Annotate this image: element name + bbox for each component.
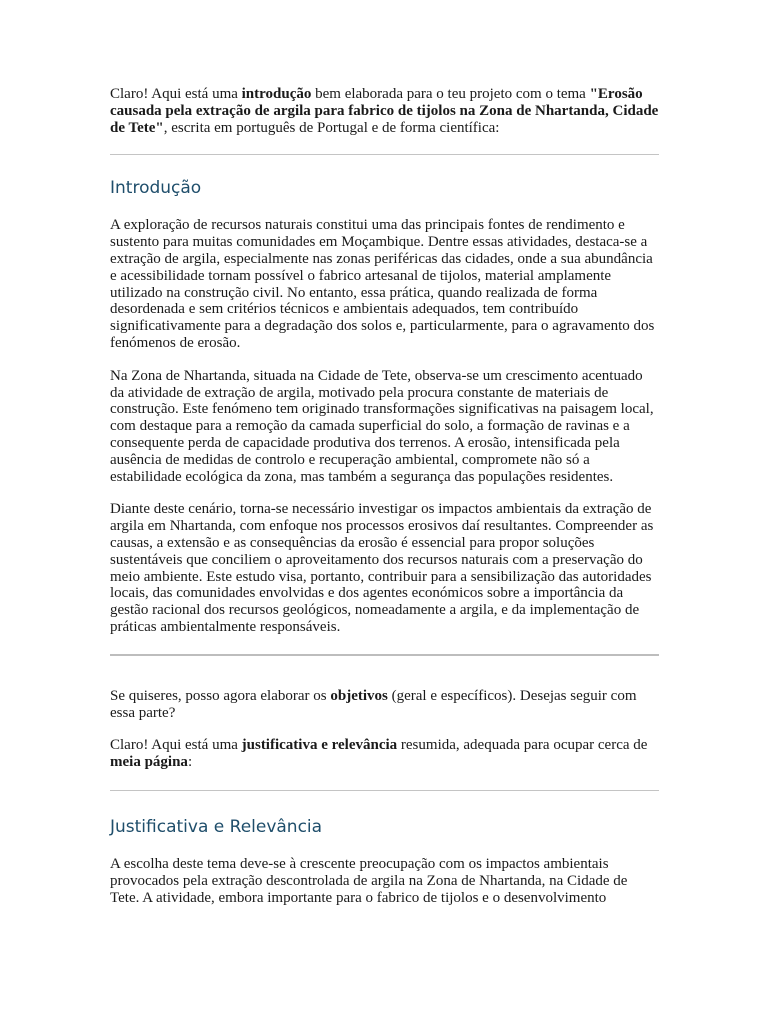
intro-note-bold: introdução	[241, 86, 312, 102]
intro-paragraph-2: Na Zona de Nhartanda, situada na Cidade de Tete, observa-se um crescimento acentuado da atividade de extração de argila, motivado pela procura constante de materiais de construção. Este fenómeno tem originado transformações significativas na paisagem local, com destaque para a remoção da camada superficial do solo, a formação de ravinas e a consequente perda de capacidade produtiva dos terrenos. A erosão, intensificada pela ausência de medidas de controlo e recuperação ambiental, compromete não só a estabilidade ecológica da zona, mas também a segurança das populações residentes.	[110, 367, 654, 485]
intro-note-theme: "Erosão causada pela extração de argila para fabrico de tijolos na Zona de Nhartanda, Cidade de Tete"	[110, 86, 659, 136]
section-heading-justificativa: Justificativa e Relevância	[110, 816, 323, 837]
divider	[110, 790, 659, 791]
section-heading-introducao: Introdução	[110, 178, 202, 199]
intro-note: Claro! Aqui está uma introdução bem elaborada para o teu projeto com o tema "Erosão causada pela extração de argila para fabrico de tijolos na Zona de Nhartanda, Cidade de Tete", escrita em português de Portugal e de forma científica:	[110, 86, 659, 136]
justification-note: Claro! Aqui está uma justificativa e relevância resumida, adequada para ocupar cerca de meia página:	[110, 737, 648, 771]
divider	[110, 154, 659, 155]
divider	[110, 654, 659, 656]
intro-paragraph-1: A exploração de recursos naturais constitui uma das principais fontes de rendimento e sustento para muitas comunidades em Moçambique. Dentre essas atividades, destaca-se a extração de argila, especialmente nas zonas periféricas das cidades, onde a sua abundância e acessibilidade tornam possível o fabrico artesanal de tijolos, material amplamente utilizado na construção civil. No entanto, essa prática, quando realizada de forma desordenada e sem critérios técnicos e ambientais adequados, tem contribuído significativamente para a degradação dos solos e, particularmente, para o agravamento dos fenómenos de erosão.	[110, 217, 655, 351]
intro-paragraph-3: Diante deste cenário, torna-se necessário investigar os impactos ambientais da extração de argila em Nhartanda, com enfoque nos processos erosivos daí resultantes. Compreender as causas, a extensão e as consequências da erosão é essencial para propor soluções sustentáveis que conciliem o aproveitamento dos recursos naturais com a preservação do meio ambiente. Este estudo visa, portanto, contribuir para a sensibilização das autoridades locais, das comunidades envolvidas e dos agentes económicos sobre a importância da gestão racional dos recursos geológicos, nomeadamente a argila, e da implementação de práticas ambientalmente responsáveis.	[110, 501, 654, 635]
followup-question: Se quiseres, posso agora elaborar os objetivos (geral e específicos). Desejas seguir com essa parte?	[110, 687, 637, 721]
document-page	[110, 86, 659, 906]
justification-paragraph: A escolha deste tema deve-se à crescente preocupação com os impactos ambientais provocados pela extração descontrolada de argila na Zona de Nhartanda, na Cidade de Tete. A atividade, embora importante para o fabrico de tijolos e o desenvolvimento	[110, 855, 628, 906]
